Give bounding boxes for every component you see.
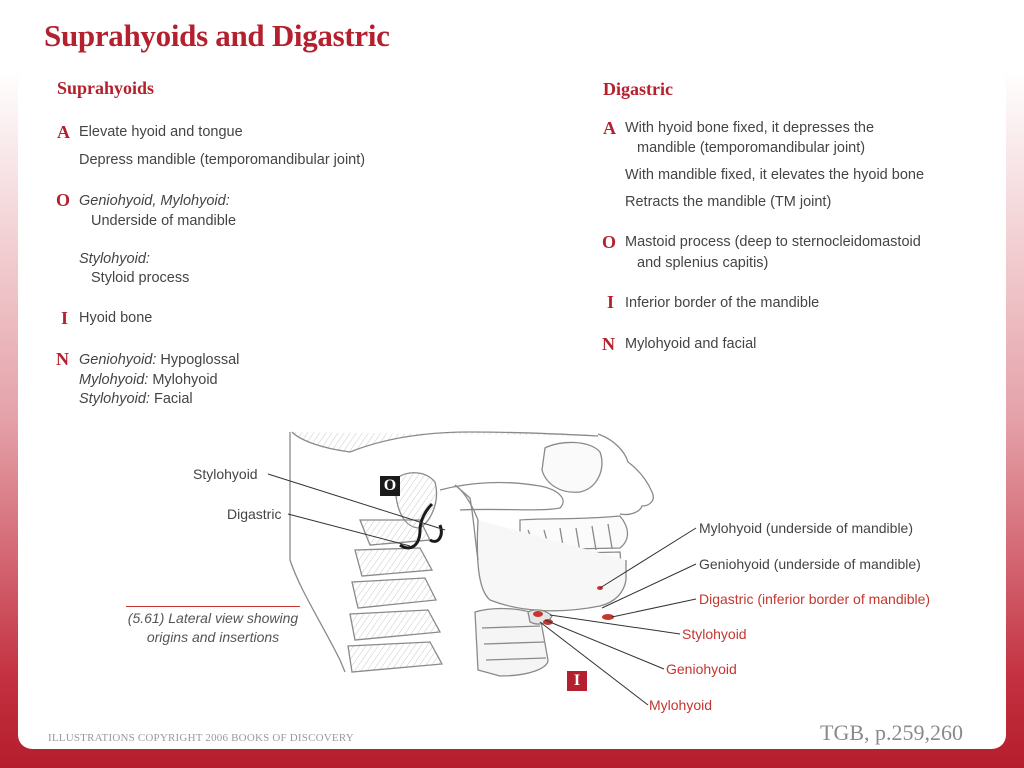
nerve-muscle: Stylohyoid:: [79, 391, 150, 407]
digastric-action-3: Retracts the mandible (TM joint): [625, 194, 832, 210]
digastric-action-1-line2: mandible (temporomandibular joint): [637, 140, 866, 156]
suprahyoids-origin-group-2-value: Styloid process: [91, 270, 190, 286]
digastric-insertion: Inferior border of the mandible: [625, 295, 820, 311]
label-digastric: Digastric: [227, 506, 282, 522]
origin-marker: O: [380, 476, 400, 496]
suprahyoids-origin-group-1-label: Geniohyoid, Mylohyoid:: [79, 193, 230, 209]
caption-line-2: origins and insertions: [146, 629, 280, 645]
suprahyoids-nerve-letter: N: [56, 349, 69, 369]
suprahyoids-insertion-letter: I: [61, 308, 69, 328]
hyoid-insertion-mark: [533, 611, 543, 617]
suprahyoids-origin-group-1-value: Underside of mandible: [91, 213, 237, 229]
insertion-marker: I: [567, 671, 587, 691]
nerve-name: Hypoglossal: [160, 352, 240, 368]
digastric-nerve-letter: N: [602, 334, 615, 354]
digastric-heading: Digastric: [603, 79, 673, 99]
label-geniohyoid-insertion: Geniohyoid: [666, 661, 737, 677]
suprahyoids-heading: Suprahyoids: [57, 78, 155, 98]
hyoid-insertion-mark: [543, 619, 553, 625]
label-mylohyoid-origin: Mylohyoid (underside of mandible): [699, 520, 913, 536]
nerve-muscle: Geniohyoid:: [79, 352, 157, 368]
caption-line-1: (5.61) Lateral view showing: [127, 610, 299, 626]
label-stylohyoid-insertion: Stylohyoid: [682, 626, 747, 642]
suprahyoids-origin-letter: O: [56, 190, 71, 210]
figure-caption: [126, 606, 300, 647]
label-mylohyoid-insertion: Mylohyoid: [649, 697, 713, 713]
skull-drawing: [290, 432, 653, 676]
nerve-name: Mylohyoid: [152, 372, 218, 388]
suprahyoids-action-2: Depress mandible (temporomandibular joint): [79, 152, 366, 168]
digastric-origin-letter: O: [602, 232, 617, 252]
label-stylohyoid: Stylohyoid: [193, 466, 258, 482]
digastric-insertion-letter: I: [607, 292, 615, 312]
suprahyoids-action-letter: A: [57, 122, 70, 142]
digastric-origin-line2: and splenius capitis): [637, 255, 769, 271]
digastric-origin-line1: Mastoid process (deep to sternocleidomastoid: [625, 234, 921, 250]
digastric-nerve: Mylohyoid and facial: [625, 336, 757, 352]
digastric-action-letter: A: [603, 118, 616, 138]
nerve-name: Facial: [153, 391, 193, 407]
digastric-action-2: With mandible fixed, it elevates the hyoid bone: [625, 167, 925, 183]
copyright-notice: ILLUSTRATIONS COPYRIGHT 2006 BOOKS OF DISCOVERY: [48, 732, 354, 744]
suprahyoids-insertion: Hyoid bone: [79, 310, 153, 326]
slide-title: Suprahyoids and Digastric: [44, 18, 390, 53]
page-reference: TGB, p.259,260: [820, 720, 963, 745]
label-digastric-insertion: Digastric (inferior border of mandible): [699, 591, 931, 607]
suprahyoids-origin-group-2-label: Stylohyoid:: [79, 251, 150, 267]
nerve-muscle: Mylohyoid:: [79, 372, 149, 388]
suprahyoids-action-1: Elevate hyoid and tongue: [79, 124, 243, 140]
digastric-action-1-line1: With hyoid bone fixed, it depresses the: [625, 120, 875, 136]
label-geniohyoid-origin: Geniohyoid (underside of mandible): [699, 556, 921, 572]
